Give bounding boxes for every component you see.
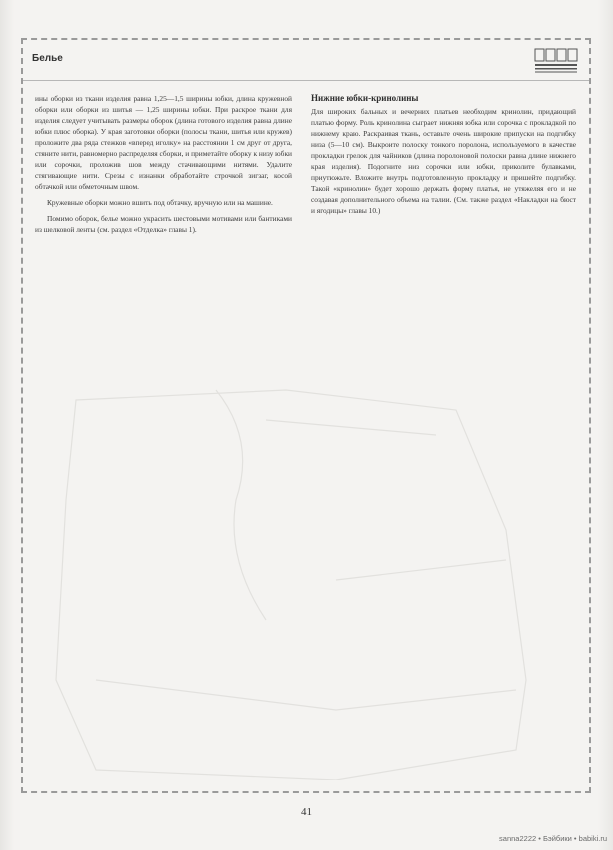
left-paragraph-3: Помимо оборок, белье можно украсить шестовыми мотивами или бантиками из шелковой ленты (см. раздел «Отделка» главы 1). <box>35 214 292 234</box>
left-paragraph-2: Кружевные оборки можно вшить под обтачку, вручную или на машине. <box>47 198 273 207</box>
publisher-logo-icon <box>533 45 579 75</box>
header-bar <box>23 40 589 81</box>
site-watermark: sanna2222 • Бэйбики • babiki.ru <box>499 834 607 843</box>
right-paragraph-1: Для широких бальных и вечерних платьев необходим кринолин, придающий платью форму. Роль кринолина сыграет нижняя юбка или сорочка с прокладкой по нижнему краю. Раскраивая ткань, оставьте очень широкие припуски на подгибку низа (5—10 см). Выкроите полоску тонкого поролона, используемого в качестве прокладки грелок для чайников (длина поролоновой полоски равна длине нижнего края изделия). Подогните низ сорочки или юбки, приколите булавками, приутюжьте. Вложите внутрь подготовленную прокладку и пришейте подгибку. Такой «кринолин» будет хорошо держать форму платья, не утяжеляя его и не создавая дополнительного объема на талии. (См. также раздел «Накладки на бюст и ягодицы» главы 10.) <box>311 107 576 215</box>
page-number: 41 <box>301 806 312 818</box>
section-title: Белье <box>32 53 63 64</box>
left-paragraph-1: ины оборки из ткани изделия равна 1,25—1,5 ширины юбки, длина кружевной оборки или оборки из шитья — 1,25 ширины юбки. При раскрое ткани для изделия следует учитывать размеры оборок (длина готового изделия равна длине юбки плюс оборка). У края заготовки оборки (полосы ткани, шитья или кружев) проложите два ряда стежков «вперед иголку» на расстоянии 1 см друг от друга, стяните нити, равномерно распределяя сборки, и приметайте оборку к низу юбки или сорочки, проложив шов между стачивающими нитями. Удалите стягивающие нити. Срезы с изнанки обработайте строчкой зигзаг, косой обтачкой или обметочным швом. <box>35 94 292 191</box>
right-column <box>311 93 576 221</box>
left-column <box>35 93 292 240</box>
right-column-heading: Нижние юбки-кринолины <box>311 93 419 103</box>
faint-show-through-drawing <box>36 380 556 780</box>
